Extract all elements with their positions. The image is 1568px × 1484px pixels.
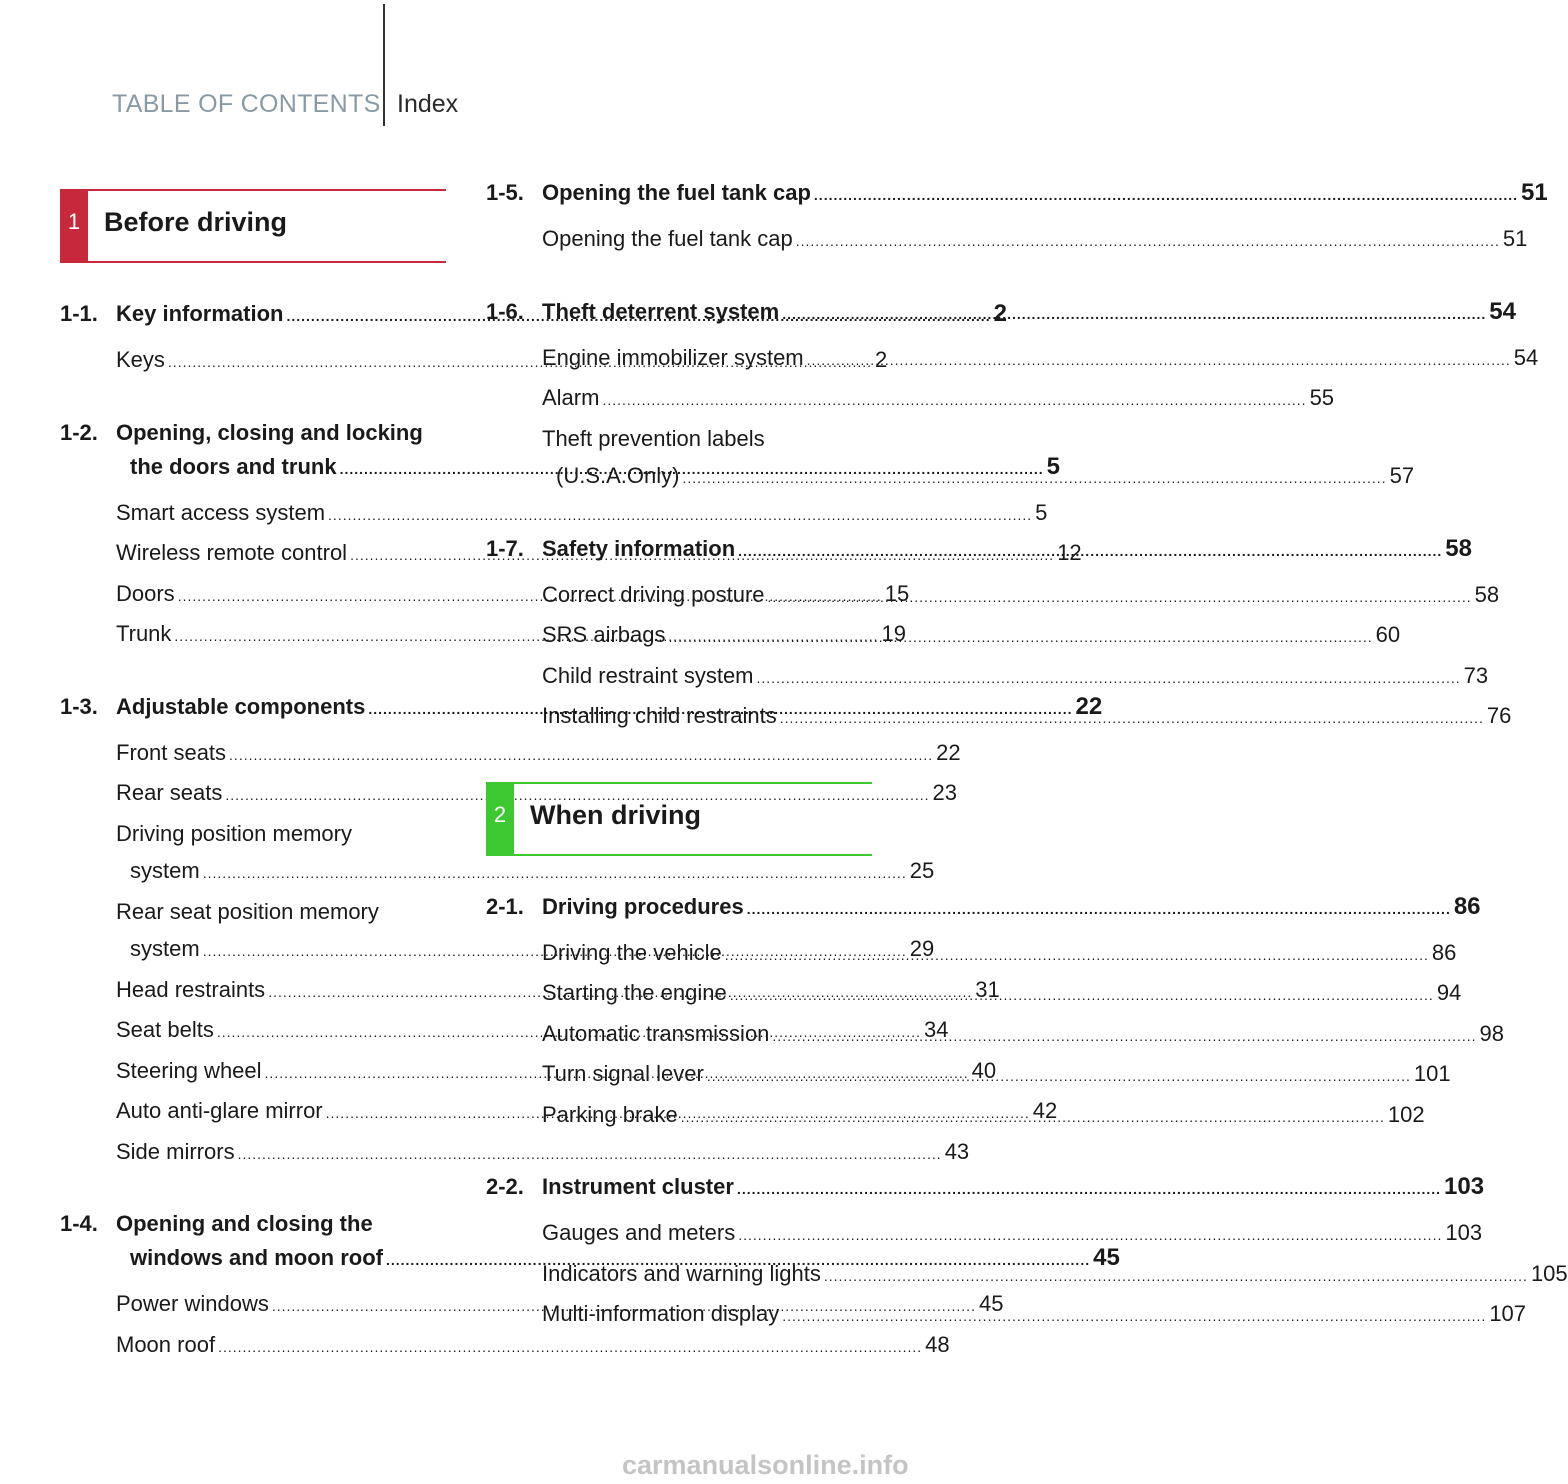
entry-page: 105 bbox=[1530, 1260, 1568, 1286]
dot-leader bbox=[682, 460, 1386, 498]
section-title: the doors and trunk bbox=[130, 453, 337, 479]
dot-leader bbox=[707, 1058, 1411, 1096]
entry-label: (U.S.A.Only) bbox=[556, 463, 680, 488]
dot-leader bbox=[757, 660, 1461, 698]
dot-leader bbox=[780, 700, 1484, 738]
toc-entry[interactable] bbox=[116, 494, 1048, 535]
entry-page: 73 bbox=[1463, 662, 1489, 688]
dot-leader bbox=[725, 937, 1429, 975]
dot-leader bbox=[796, 223, 1500, 261]
entry-label: Gauges and meters bbox=[542, 1220, 736, 1245]
toc-entry[interactable] bbox=[116, 1326, 950, 1367]
entry-page: 94 bbox=[1436, 980, 1462, 1005]
entry-page: 107 bbox=[1489, 1301, 1527, 1326]
dot-leader bbox=[738, 1217, 1442, 1255]
entry-label: Side mirrors bbox=[116, 1138, 235, 1164]
section-body bbox=[542, 1170, 1484, 1206]
section-body bbox=[542, 532, 1472, 568]
entry-page: 25 bbox=[909, 858, 935, 883]
entry-page: 22 bbox=[936, 739, 961, 765]
entry-page: 48 bbox=[925, 1331, 950, 1357]
section-body bbox=[542, 176, 1548, 212]
toc-entry[interactable] bbox=[542, 339, 1539, 380]
section-title: Theft deterrent system bbox=[542, 298, 780, 324]
entry-label: Child restraint system bbox=[542, 662, 754, 688]
entry-label: Head restraints bbox=[116, 976, 266, 1002]
chapter-2-header[interactable] bbox=[486, 782, 872, 856]
entry-label: Smart access system bbox=[116, 499, 326, 525]
section-title-line bbox=[542, 176, 1548, 212]
section-page: 2 bbox=[993, 300, 1007, 327]
entry-label: Turn signal lever bbox=[542, 1061, 704, 1086]
toc-section[interactable] bbox=[486, 295, 1516, 331]
section-page: 103 bbox=[1444, 1173, 1485, 1200]
toc-entry[interactable] bbox=[116, 734, 961, 775]
dot-leader bbox=[772, 1018, 1476, 1056]
entry-label: Trunk bbox=[116, 621, 172, 646]
chapter-1-header[interactable] bbox=[60, 189, 446, 263]
entry-page: 43 bbox=[944, 1138, 970, 1164]
section-page: 45 bbox=[1093, 1244, 1120, 1271]
toc-entry[interactable] bbox=[116, 1133, 970, 1174]
entry-label: Alarm bbox=[542, 385, 600, 410]
entry-label: Steering wheel bbox=[116, 1057, 262, 1083]
entry-page: 12 bbox=[1057, 540, 1082, 565]
dot-leader bbox=[602, 382, 1306, 420]
toc-entry[interactable] bbox=[542, 1214, 1483, 1255]
chapter-title: Before driving bbox=[104, 207, 288, 237]
section-title: Safety information bbox=[542, 535, 736, 561]
section-entries bbox=[542, 220, 1528, 261]
entry-label: Correct driving posture bbox=[542, 581, 765, 607]
table-of-contents-link[interactable]: TABLE OF CONTENTS bbox=[112, 90, 381, 118]
section-title-line bbox=[542, 1170, 1484, 1206]
entry-page: 29 bbox=[909, 936, 935, 961]
entry-label: Rear seats bbox=[116, 780, 223, 805]
entry-page: 45 bbox=[978, 1291, 1004, 1316]
entry-page: 76 bbox=[1486, 703, 1512, 728]
dot-leader bbox=[738, 534, 1442, 568]
section-number: 1-7. bbox=[486, 535, 524, 561]
entry-label: system bbox=[130, 858, 200, 883]
entry-label: Power windows bbox=[116, 1291, 269, 1316]
entry-label: Installing child restraints bbox=[542, 703, 777, 728]
chapter-number: 1 bbox=[60, 191, 88, 261]
section-title: Key information bbox=[116, 301, 284, 326]
entry-page: 2 bbox=[875, 347, 888, 372]
entry-label: Wireless remote control bbox=[116, 540, 348, 565]
entry-page: 15 bbox=[884, 580, 910, 606]
toc-entry-continued[interactable] bbox=[542, 457, 1415, 498]
toc-entry[interactable]: Theft prevention labels bbox=[542, 425, 765, 451]
dot-leader bbox=[807, 342, 1511, 380]
section-page: 86 bbox=[1453, 892, 1481, 920]
entry-label: Parking brake bbox=[542, 1101, 678, 1127]
entry-label: Auto anti-glare mirror bbox=[116, 1098, 323, 1123]
entry-label: Engine immobilizer system bbox=[542, 344, 804, 370]
top-navigation bbox=[0, 0, 960, 130]
section-title: Adjustable components bbox=[116, 693, 366, 719]
entry-label: Keys bbox=[116, 347, 165, 372]
entry-label: system bbox=[130, 936, 200, 961]
entry-page: 98 bbox=[1479, 1020, 1505, 1046]
entry-page: 34 bbox=[923, 1017, 949, 1042]
dot-leader bbox=[737, 1172, 1441, 1206]
entry-page: 42 bbox=[1032, 1098, 1058, 1123]
dot-leader bbox=[814, 178, 1518, 212]
entry-label: Front seats bbox=[116, 739, 227, 765]
entry-page: 60 bbox=[1375, 622, 1401, 647]
toc-entry[interactable] bbox=[542, 379, 1335, 420]
entry-label: Seat belts bbox=[116, 1017, 214, 1042]
chapter-title: When driving bbox=[530, 799, 701, 830]
entry-page: 5 bbox=[1035, 499, 1048, 525]
section-title-line bbox=[542, 532, 1472, 568]
entry-label: Moon roof bbox=[116, 1331, 216, 1357]
entry-page: 55 bbox=[1309, 385, 1335, 410]
dot-leader bbox=[681, 1099, 1385, 1137]
entry-page: 40 bbox=[971, 1057, 997, 1083]
dot-leader bbox=[782, 1298, 1486, 1336]
entry-page: 86 bbox=[1431, 939, 1457, 965]
toc-section[interactable] bbox=[486, 176, 1548, 212]
toc-entry[interactable] bbox=[542, 220, 1528, 261]
section-number: 1-5. bbox=[486, 180, 524, 205]
entry-page: 57 bbox=[1389, 463, 1415, 488]
section-body bbox=[542, 295, 1516, 331]
toc-entry[interactable] bbox=[542, 657, 1489, 698]
dot-leader bbox=[669, 619, 1373, 657]
entry-label: Doors bbox=[116, 580, 175, 606]
entry-page: 103 bbox=[1445, 1220, 1483, 1245]
section-title: Driving procedures bbox=[542, 893, 744, 919]
entry-page: 19 bbox=[881, 621, 907, 646]
entry-page: 101 bbox=[1413, 1061, 1451, 1086]
entry-page: 31 bbox=[975, 976, 1000, 1002]
entry-page: 23 bbox=[932, 780, 957, 805]
entry-label: Opening the fuel tank cap bbox=[542, 226, 793, 251]
entry-page: 51 bbox=[1502, 226, 1528, 251]
section-number: 1-3. bbox=[60, 693, 98, 719]
entry-label: SRS airbags bbox=[542, 622, 666, 647]
section-page: 5 bbox=[1046, 452, 1061, 480]
section-number: 2-2. bbox=[486, 1174, 524, 1199]
toc-section[interactable] bbox=[486, 1170, 1485, 1206]
index-link[interactable]: Index bbox=[397, 90, 459, 118]
watermark: carmanualsonline.info bbox=[622, 1450, 909, 1480]
dot-leader bbox=[824, 1258, 1528, 1296]
section-number: 1-2. bbox=[60, 419, 98, 445]
section-page: 51 bbox=[1521, 179, 1548, 206]
section-number: 1-4. bbox=[60, 1211, 98, 1236]
dot-leader bbox=[747, 892, 1451, 926]
entry-page: 54 bbox=[1513, 344, 1539, 370]
section-title: windows and moon roof bbox=[130, 1245, 383, 1270]
section-title: Opening the fuel tank cap bbox=[542, 180, 811, 205]
nav-divider bbox=[383, 4, 385, 126]
section-title: Instrument cluster bbox=[542, 1174, 734, 1199]
section-title-line bbox=[542, 890, 1481, 926]
dot-leader bbox=[730, 977, 1434, 1015]
entry-label: Starting the engine bbox=[542, 980, 727, 1005]
section-title: Opening, closing and locking bbox=[116, 419, 423, 445]
section-number: 2-1. bbox=[486, 893, 524, 919]
section-page: 22 bbox=[1075, 692, 1103, 720]
entry-page: 58 bbox=[1474, 581, 1500, 607]
section-number: 1-6. bbox=[486, 298, 524, 324]
toc-section[interactable] bbox=[486, 890, 1481, 926]
toc-entry[interactable]: Driving position memory bbox=[116, 820, 352, 846]
entry-label: Driving the vehicle bbox=[542, 939, 722, 965]
chapter-number: 2 bbox=[486, 784, 514, 854]
entry-label: Indicators and warning lights bbox=[542, 1260, 821, 1286]
section-title-line bbox=[542, 295, 1516, 331]
dot-leader bbox=[768, 579, 1472, 617]
section-number: 1-1. bbox=[60, 301, 98, 326]
toc-entry-continued[interactable] bbox=[116, 852, 935, 893]
entry-page: 102 bbox=[1387, 1101, 1425, 1127]
section-entries bbox=[542, 339, 1539, 498]
section-page: 54 bbox=[1489, 297, 1516, 325]
section-title: Opening and closing the bbox=[116, 1211, 373, 1236]
section-page: 58 bbox=[1445, 534, 1472, 562]
section-body bbox=[542, 890, 1481, 926]
entry-label: Multi-information display bbox=[542, 1301, 780, 1326]
entry-label: Automatic transmission bbox=[542, 1020, 770, 1046]
dot-leader bbox=[782, 297, 1486, 331]
toc-entry[interactable]: Rear seat position memory bbox=[116, 898, 379, 924]
